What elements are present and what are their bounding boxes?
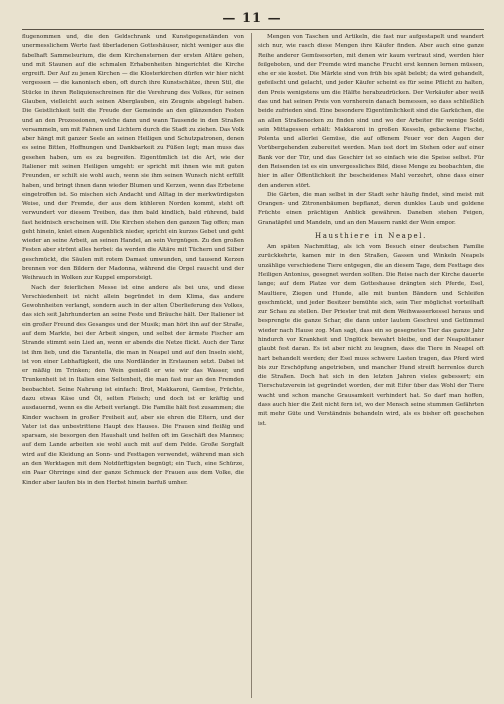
left-paragraph-2: Nach der feierlichen Messe ist eine andere als bei uns, und diese Verschiedenheit ist nicht allein begründet in dem Klima, das andere Gewohnheiten verlangt, sondern auch in der alten Überlieferung des Volkes, das sich seit Jahrhunderten an seine Feste und Bräuche hält. Der Italiener ist ein großer Freund des Gesanges und der Musik; man hört ihn auf der Straße, auf dem Markte, bei der Arbeit singen, und selbst der ärmste Fischer am Strande stimmt sein Lied an, wenn er abends die Netze flickt. Auch der Tanz ist ihm lieb, und die Tarantella, die man in Neapel und auf den Inseln sieht, ist von einer Lebhaftigkeit, die uns Nordländer in Erstaunen setzt. Dabei ist er mäßig im Trinken; den Wein genießt er wie wir das Wasser, und Trunkenheit ist in Italien eine Seltenheit, die man fast nur an den Fremden beobachtet. Seine Nahrung ist einfach: Brot, Makkaroni, Gemüse, Früchte, dazu etwas Käse und Öl, selten Fleisch; und doch ist er kräftig und ausdauernd, wenn es die Arbeit verlangt. Die Familie hält fest zusammen; die Kinder wachsen in großer Freiheit auf, aber sie ehren die Eltern, und der Vater ist das unbestrittene Haupt des Hauses. Die Frauen sind fleißig und sparsam, sie besorgen den Haushalt und helfen oft im Geschäft des Mannes; auf dem Lande arbeiten sie wohl auch mit auf dem Felde. Große Sorgfalt wird auf die Kleidung an Sonn- und Festtagen verwendet, während man sich an den Werktagen mit dem Notdürftigsten begnügt; ein Tuch, eine Schürze, ein Paar Ohrringe sind der ganze Schmuck der Frauen aus dem Volke, die Kinder aber laufen bis in den Herbst hinein barfuß umher.	[22, 284, 244, 486]
top-rule	[22, 29, 484, 30]
right-column	[258, 33, 484, 698]
left-paragraph-1: flugenommen und, die den Geldschrank und Kunstgegenständen von unermesslichem Werte fast überladenen Gotteshäuser, nicht weniger aus die fabelhaft Sammelsurium, die dem Kirchensternen der ersten Altäre gehen, und mit Staunen auf die schmalen Erhabenheiten hingerichtet die Kirche ergreift. Der Auf zu jenen Kirchen — die Klosterkirchen dürfen wir hier nicht vergessen — die kanonisch eben, oft durch ihre Kunstschätze, ihren Stil, die Stücke in ihren Reliquienschreinen für die Verehrung des Volkes, für seinen Glauben, vielleicht auch seinen Aberglauben, ein Zeugnis abgelegt haben. Die Geistlichkeit teilt die Freude der Gemeinde an den glänzenden Festen und an den Prozessionen, welche dann und wann Tausende in den Straßen versammeln, um mit Fahnen und Lichtern durch die Stadt zu ziehen. Das Volk aber hängt mit ganzer Seele an seinen Heiligen und Schutzpatronen, denen es seine Bitten, Hoffnungen und Dankbarkeit zu Füßen legt; man muss das gesehen haben, um es zu begreifen. Eigentümlich ist die Art, wie der Italiener mit seinen Heiligen umgeht: er spricht mit ihnen wie mit guten Freunden, er schilt sie wohl auch, wenn sie ihm seinen Wunsch nicht erfüllt haben, und bringt ihnen dann wieder Blumen und Kerzen, wenn das Erbetene eingetroffen ist. So mischen sich Andacht und Alltag in der merkwürdigsten Weise, und der Fremde, der aus dem kühleren Norden kommt, steht oft verwundert vor diesem Treiben, das ihm bald kindlich, bald rührend, bald fast heidnisch erscheinen will. Die Kirchen stehen den ganzen Tag offen; man geht hinein, kniet einen Augenblick nieder, spricht ein kurzes Gebet und geht wieder an seine Arbeit, an seinen Handel, an sein Vergnügen. Zu den großen Festen aber strömt alles herbei: da werden die Altäre mit Tüchern und Silber geschmückt, die Säulen mit rotem Damast umwunden, und tausend Kerzen brennen vor den Bildern der Madonna, während die Orgel rauscht und der Weihrauch in Wolken zur Kuppel emporsteigt.	[22, 34, 244, 282]
right-paragraph-2: Die Gärten, die man selbst in der Stadt sehr häufig findet, sind meist mit Orangen- und Zitronenbäumen bepflanzt, deren dunkles Laub und goldene Früchte einen prächtigen Anblick gewähren. Daneben stehen Feigen, Granatäpfel und Mandeln, und an den Mauern rankt der Wein empor.	[258, 191, 484, 226]
column-divider	[251, 33, 252, 698]
section-title: Hausthiere in Neapel.	[315, 231, 427, 240]
right-paragraph-3: Am späten Nachmittag, als ich vom Besuch einer deutschen Familie zurückkehrte, kamen mir in den Straßen, Gassen und Winkeln Neapels unzählige verschiedene Tiere entgegen, die an diesem Tage, dem Festtage des Heiligen Antonius, gesegnet werden sollten. Die Reise nach der Kirche dauerte lange; auf dem Platze vor dem Gotteshause drängten sich Pferde, Esel, Maultiere, Ziegen und Hunde, alle mit bunten Bändern und Schleifen geschmückt, und jeder Besitzer bemühte sich, sein Tier möglichst vorteilhaft zur Schau zu stellen. Der Priester trat mit dem Weihwasserkessel heraus und besprengte die ganze Schar, die dann unter lautem Geschrei und Getümmel wieder nach Hause zog. Man sagt, dass ein so gesegnetes Tier das ganze Jahr hindurch vor Krankheit und Unglück bewahrt bleibe, und der Neapolitaner glaubt fest daran. Es ist aber nicht zu leugnen, dass die Tiere in Neapel oft hart behandelt werden; der Esel muss schwere Lasten tragen, das Pferd wird bis zur Erschöpfung angetrieben, und mancher Hund streift herrenlos durch die Straßen. Doch hat sich in den letzten Jahren vieles gebessert; ein Tierschutzverein ist gegründet worden, der mit Eifer über das Wohl der Tiere wacht und schon manche Grausamkeit verhindert hat. So darf man hoffen, dass auch hier die Zeit nicht fern ist, wo der Mensch seine stummen Gefährten mit mehr Güte und Verständnis behandeln wird, als es bisher oft geschehen ist.	[258, 244, 484, 427]
right-paragraph-1: Mengen von Taschen und Artikeln, die fast nur aufgestapelt und wandert sich nur, wie rasch diese Mengen ihre Käufer finden. Aber auch eine ganze Reihe anderer Gemüsesorten, mit denen wir kaum vertraut sind, werden hier feilgeboten, und der Fremde wird manche Frucht erst kennen lernen müssen, ehe er sie kostet. Die Märkte sind von früh bis spät belebt; da wird gehandelt, gefeilscht und gelacht, und jeder Käufer scheint es für seine Pflicht zu halten, den Preis wenigstens um die Hälfte herabzudrücken. Der Verkäufer aber weiß das und hat seinen Preis von vornherein danach bemessen, so dass schließlich beide zufrieden sind. Eine besondere Eigentümlichkeit sind die Garküchen, die an allen Straßenecken zu finden sind und wo der Arbeiter für wenige Soldi sein Mittagessen erhält: Makkaroni in großen Kesseln, gebackene Fische, Polenta und allerlei Gemüse, die auf offenem Feuer vor den Augen der Vorübergehenden zubereitet werden. Man isst dort im Stehen oder auf einer Bank vor der Tür, und das Geschirr ist so einfach wie die Speise selbst. Für den Reisenden ist es ein unvergessliches Bild, diese Menge zu beobachten, die hier in aller Öffentlichkeit ihr bescheidenes Mahl verzehrt, ohne dass einer den anderen stört.	[258, 34, 484, 189]
left-column	[22, 33, 244, 698]
page-number: — 11 —	[222, 11, 282, 26]
